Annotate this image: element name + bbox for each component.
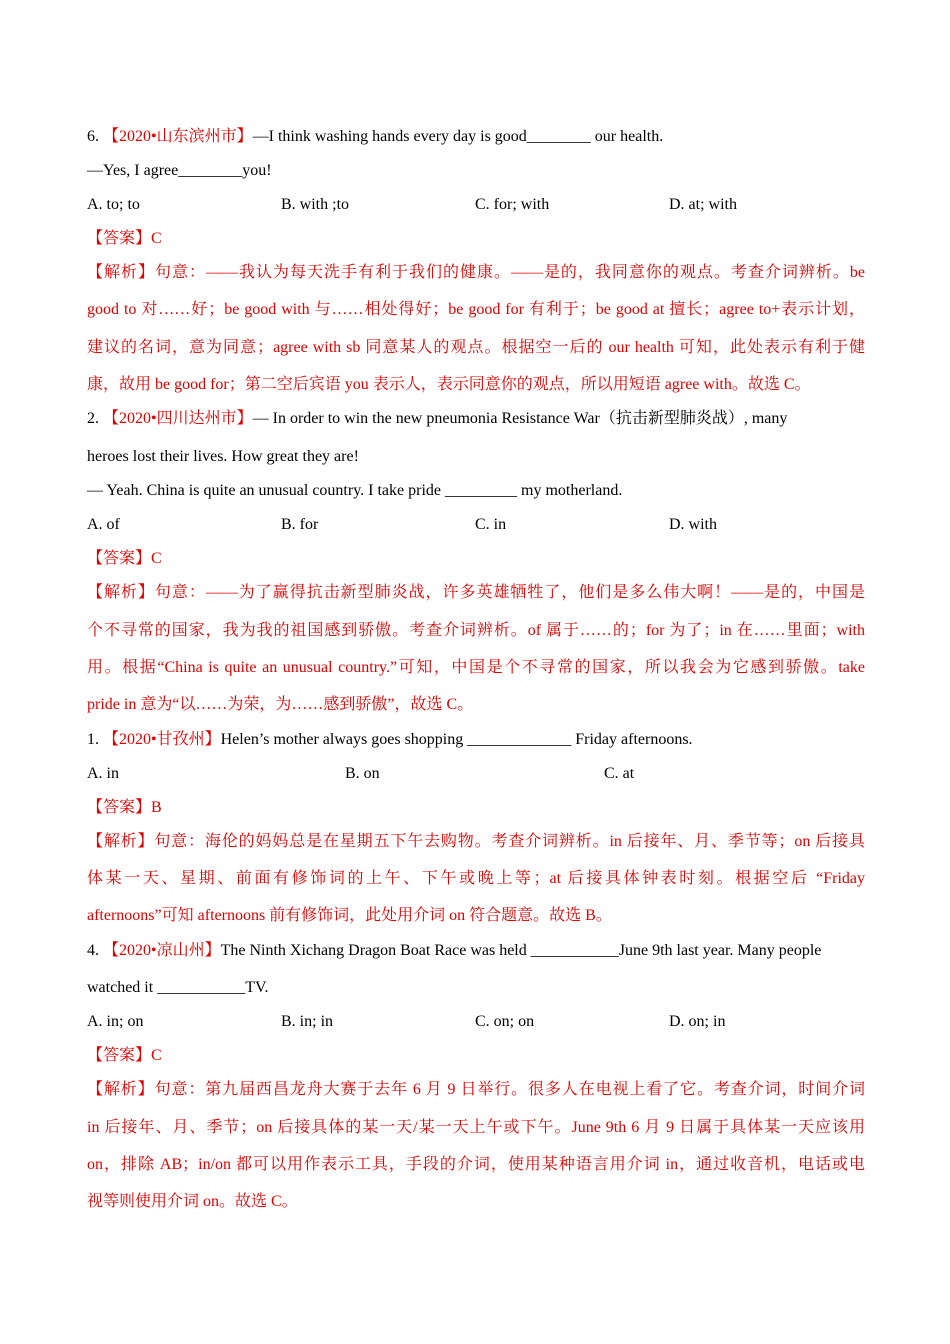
answer-label: 【答案】 bbox=[87, 230, 152, 247]
answer-value: C bbox=[151, 1047, 162, 1064]
analysis-line: on，排除 AB；in/on 都可以用作表示工具，手段的介词，使用某种语言用介词 in，通过收音机，电话或电 bbox=[87, 1156, 865, 1173]
stem-line: —I think washing hands every day is good________ our health. bbox=[252, 128, 664, 145]
analysis-label: 【解析】 bbox=[87, 833, 155, 850]
analysis-text: 句意：——为了赢得抗击新型肺炎战，许多英雄牺牲了，他们是多么伟大啊！——是的，中国是 bbox=[154, 584, 865, 601]
analysis-line bbox=[87, 832, 865, 854]
analysis-line: 视等则使用介词 on。故选 C。 bbox=[87, 1193, 298, 1210]
analysis-text: 句意：——我认为每天洗手有利于我们的健康。——是的，我同意你的观点。考查介词辨析。be bbox=[155, 264, 865, 281]
analysis-line: 建议的名词，意为同意；agree with sb 同意某人的观点。根据空一后的 our health 可知，此处表示有利于健 bbox=[87, 339, 865, 356]
answer-label: 【答案】 bbox=[87, 1047, 152, 1064]
option-c: C. at bbox=[604, 765, 635, 782]
analysis-line: 体某一天、星期、前面有修饰词的上午、下午或晚上等；at 后接具体钟表时刻。根据空后 “Friday bbox=[87, 870, 865, 887]
answer-line bbox=[87, 229, 162, 249]
analysis-label: 【解析】 bbox=[87, 1081, 155, 1098]
analysis-line: afternoons”可知 afternoons 前有修饰词，此处用介词 on 符合题意。故选 B。 bbox=[87, 907, 612, 924]
answer-line bbox=[87, 1046, 162, 1066]
option-b: B. for bbox=[281, 516, 319, 533]
option-a: A. in bbox=[87, 765, 119, 782]
answer-label: 【答案】 bbox=[87, 550, 152, 567]
option-d: D. with bbox=[669, 516, 717, 533]
question-source: 【2020•凉山州】 bbox=[103, 942, 221, 959]
answer-line bbox=[87, 549, 162, 569]
question-6-stem bbox=[87, 127, 663, 147]
analysis-text: 句意：海伦的妈妈总是在星期五下午去购物。考查介词辨析。in 后接年、月、季节等；on 后接具 bbox=[154, 833, 865, 850]
question-number: 4. bbox=[87, 942, 103, 959]
analysis-line bbox=[87, 583, 865, 605]
analysis-line: 康，故用 be good for；第二空后宾语 you 表示人，表示同意你的观点，所以用短语 agree with。故选 C。 bbox=[87, 376, 811, 393]
answer-value: B bbox=[151, 799, 162, 816]
analysis-label: 【解析】 bbox=[87, 264, 155, 281]
option-a: A. in; on bbox=[87, 1013, 144, 1030]
question-number: 6. bbox=[87, 128, 103, 145]
stem-line: — In order to win the new pneumonia Resistance War（抗击新型肺炎战）, many bbox=[252, 410, 788, 427]
stem-line: The Ninth Xichang Dragon Boat Race was held ___________June 9th last year. Many people bbox=[220, 942, 822, 959]
stem-line: watched it ___________TV. bbox=[87, 979, 269, 996]
analysis-text: 句意：第九届西昌龙舟大赛于去年 6 月 9 日举行。很多人在电视上看了它。考查介词，时间介词 bbox=[154, 1081, 865, 1098]
option-a: A. of bbox=[87, 516, 120, 533]
answer-value: C bbox=[151, 230, 162, 247]
question-2-stem bbox=[87, 409, 787, 429]
answer-value: C bbox=[151, 550, 162, 567]
option-c: C. on; on bbox=[475, 1013, 535, 1030]
question-number: 2. bbox=[87, 410, 103, 427]
analysis-line bbox=[87, 263, 865, 285]
question-number: 1. bbox=[87, 731, 103, 748]
answer-label: 【答案】 bbox=[87, 799, 152, 816]
analysis-line: in 后接年、月、季节；on 后接具体的某一天/某一天上午或下午。June 9th 6 月 9 日属于具体某一天应该用 bbox=[87, 1119, 865, 1136]
option-d: D. on; in bbox=[669, 1013, 726, 1030]
analysis-line: 用。根据“China is quite an unusual country.”可知，中国是个不寻常的国家，所以我会为它感到骄傲。take bbox=[87, 659, 865, 676]
question-source: 【2020•四川达州市】 bbox=[103, 410, 253, 427]
analysis-line: pride in 意为“以……为荣，为……感到骄傲”，故选 C。 bbox=[87, 696, 474, 713]
option-b: B. in; in bbox=[281, 1013, 334, 1030]
option-c: C. in bbox=[475, 516, 507, 533]
question-4-stem bbox=[87, 941, 821, 961]
option-c: C. for; with bbox=[475, 196, 550, 213]
option-b: B. on bbox=[345, 765, 380, 782]
stem-line: —Yes, I agree________you! bbox=[87, 162, 272, 179]
stem-line: — Yeah. China is quite an unusual country. I take pride _________ my motherland. bbox=[87, 482, 623, 499]
option-a: A. to; to bbox=[87, 196, 140, 213]
stem-line: heroes lost their lives. How great they are! bbox=[87, 448, 359, 465]
stem-line: Helen’s mother always goes shopping _____________ Friday afternoons. bbox=[220, 731, 693, 748]
question-source: 【2020•山东滨州市】 bbox=[103, 128, 253, 145]
analysis-line: 个不寻常的国家，我为我的祖国感到骄傲。考查介词辨析。of 属于……的；for 为了；in 在……里面；with bbox=[87, 622, 865, 639]
option-b: B. with ;to bbox=[281, 196, 350, 213]
analysis-line bbox=[87, 1080, 865, 1102]
analysis-line: good to 对……好；be good with 与……相处得好；be good for 有利于；be good at 擅长；agree to+表示计划， bbox=[87, 301, 865, 318]
option-d: D. at; with bbox=[669, 196, 737, 213]
answer-line bbox=[87, 798, 162, 818]
question-1-stem bbox=[87, 730, 693, 750]
question-source: 【2020•甘孜州】 bbox=[103, 731, 221, 748]
analysis-label: 【解析】 bbox=[87, 584, 155, 601]
